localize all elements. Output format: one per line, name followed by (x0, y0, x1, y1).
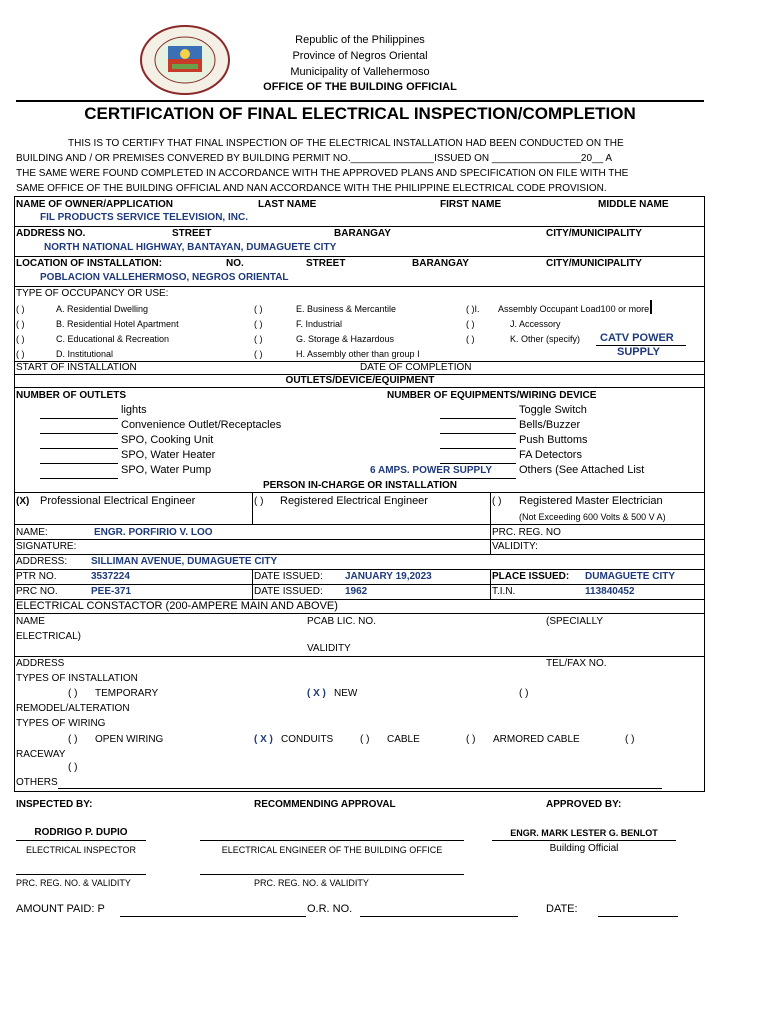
equip-toggle: Toggle Switch (519, 404, 587, 416)
cooking-blank[interactable] (40, 448, 118, 449)
remodel-checkbox[interactable]: ( ) (519, 688, 529, 699)
name-value[interactable]: ENGR. PORFIRIO V. LOO (94, 527, 213, 538)
intro-line-4: SAME OFFICE OF THE BUILDING OFFICIAL AND NAN ACCORDANCE WITH THE PHILIPPINE ELECTRICAL CODE PROVISION. (16, 183, 607, 194)
name-label: NAME: (16, 527, 48, 538)
occ-h-checkbox[interactable]: ( ) (254, 349, 263, 359)
inspector-sign-line (16, 840, 146, 841)
rme-checkbox[interactable]: ( ) (492, 496, 502, 507)
divider (14, 387, 704, 388)
text-cursor (650, 300, 652, 314)
ptr-label: PTR NO. (16, 571, 57, 582)
or-no-label: O.R. NO. (307, 903, 353, 915)
others-blank[interactable] (58, 788, 662, 789)
divider (252, 492, 253, 524)
occ-f-checkbox[interactable]: ( ) (254, 319, 263, 329)
new-label: NEW (334, 688, 358, 699)
rme-label: Registered Master Electrician (519, 495, 663, 507)
person-address-label: ADDRESS: (16, 556, 68, 567)
occ-f-label: F. Industrial (296, 319, 343, 329)
telfax-label: TEL/FAX NO. (546, 658, 607, 669)
occ-h-label: H. Assembly other than group I (296, 349, 420, 359)
prc-validity-1: PRC. REG. NO. & VALIDITY (16, 878, 131, 888)
toggle-blank[interactable] (440, 418, 516, 419)
prc-value[interactable]: PEE-371 (91, 586, 132, 597)
receptacles-blank[interactable] (40, 433, 118, 434)
engineer-title: ELECTRICAL ENGINEER OF THE BUILDING OFFICE (221, 845, 443, 855)
inspector-title: ELECTRICAL INSPECTOR (25, 845, 137, 855)
header-office: OFFICE OF THE BUILDING OFFICIAL (263, 81, 457, 93)
location-street-label: STREET (306, 258, 346, 269)
equip-fa: FA Detectors (519, 449, 582, 461)
heater-blank[interactable] (40, 463, 118, 464)
location-barangay-label: BARANGAY (412, 258, 469, 269)
prc-line-1 (16, 874, 146, 875)
push-blank[interactable] (440, 448, 516, 449)
occ-a-label: A. Residential Dwelling (56, 304, 149, 314)
equip-bells: Bells/Buzzer (519, 419, 581, 431)
occ-g-checkbox[interactable]: ( ) (254, 334, 263, 344)
contractor-validity-label: VALIDITY (307, 643, 351, 654)
divider (596, 345, 686, 346)
divider (14, 584, 704, 585)
inspected-by-label: INSPECTED BY: (16, 799, 93, 810)
address-barangay-label: BARANGAY (334, 228, 391, 239)
owner-middle-label: MIDDLE NAME (598, 199, 669, 210)
completion-date-label: DATE OF COMPLETION (360, 362, 472, 373)
raceway-checkbox[interactable]: ( ) (625, 734, 635, 745)
or-no-blank[interactable] (360, 916, 518, 917)
occ-e-checkbox[interactable]: ( ) (254, 304, 263, 314)
divider (14, 539, 704, 540)
occ-d-label: D. Institutional (56, 349, 114, 359)
divider (14, 554, 704, 555)
place-issued-value[interactable]: DUMAGUETE CITY (585, 571, 675, 582)
rme-note: (Not Exceeding 600 Volts & 500 V A) (519, 512, 666, 522)
address-value[interactable]: NORTH NATIONAL HIGHWAY, BANTAYAN, DUMAGUETE CITY (44, 242, 337, 253)
open-wiring-label: OPEN WIRING (95, 734, 164, 745)
conduits-label: CONDUITS (281, 734, 334, 745)
location-no-label: NO. (226, 258, 244, 269)
occupancy-label: TYPE OF OCCUPANCY OR USE: (16, 288, 169, 299)
occ-a-checkbox[interactable]: ( ) (16, 304, 25, 314)
address-street-label: STREET (172, 228, 212, 239)
cable-label: CABLE (387, 734, 420, 745)
inspector-name: RODRIGO P. DUPIO (34, 827, 128, 838)
outlet-heater: SPO, Water Heater (121, 449, 216, 461)
electrical-label: ELECTRICAL) (16, 631, 82, 642)
header-rule (16, 100, 704, 102)
owner-first-label: FIRST NAME (440, 199, 502, 210)
pee-checkbox[interactable]: (X) (16, 496, 30, 507)
amount-paid-blank[interactable] (120, 916, 306, 917)
page-title: CERTIFICATION OF FINAL ELECTRICAL INSPECTION/COMPLETION (84, 104, 636, 123)
location-city-label: CITY/MUNICIPALITY (546, 258, 642, 269)
outlet-receptacles: Convenience Outlet/Receptacles (121, 419, 282, 431)
prc-line-2 (200, 874, 464, 875)
bells-blank[interactable] (440, 433, 516, 434)
equip-others-value[interactable]: 6 AMPS. POWER SUPPLY (370, 465, 493, 476)
prc-reg-label: PRC. REG. NO (492, 527, 561, 538)
header-municipality: Municipality of Vallehermoso (290, 66, 430, 78)
official-sign-line (492, 840, 676, 841)
place-issued-label: PLACE ISSUED: (492, 571, 570, 582)
header-province: Province of Negros Oriental (292, 50, 428, 62)
validity-label: VALIDITY: (492, 541, 538, 552)
ptr-date-label: DATE ISSUED: (254, 571, 323, 582)
outlet-lights: lights (121, 404, 147, 416)
amount-paid-label: AMOUNT PAID: P (16, 903, 105, 915)
num-outlets-label: NUMBER OF OUTLETS (16, 390, 126, 401)
intro-line-2: BUILDING AND / OR PREMISES CONVERED BY BUILDING PERMIT NO._______________ISSUED ON ________________20__ A (16, 153, 613, 164)
owner-last-label: LAST NAME (258, 199, 317, 210)
raceway-label: RACEWAY (16, 749, 66, 760)
ree-checkbox[interactable]: ( ) (254, 496, 264, 507)
occ-k-checkbox[interactable]: ( ) (466, 334, 475, 344)
date-blank[interactable] (598, 916, 678, 917)
outlet-pump: SPO, Water Pump (121, 464, 212, 476)
address-label: ADDRESS NO. (16, 228, 86, 239)
location-label: LOCATION OF INSTALLATION: (16, 258, 163, 269)
open-wiring-checkbox[interactable]: ( ) (68, 734, 78, 745)
occ-d-checkbox[interactable]: ( ) (16, 349, 25, 359)
divider (14, 286, 704, 287)
owner-value[interactable]: FIL PRODUCTS SERVICE TELEVISION, INC. (40, 212, 248, 223)
engineer-sign-line (200, 840, 464, 841)
ptr-value[interactable]: 3537224 (91, 571, 130, 582)
remodel-label: REMODEL/ALTERATION (16, 703, 130, 714)
types-wiring-label: TYPES OF WIRING (16, 718, 106, 729)
armored-checkbox[interactable]: ( ) (466, 734, 476, 745)
owner-label: NAME OF OWNER/APPLICATION (16, 199, 174, 210)
equip-others: Others (See Attached List (519, 464, 645, 476)
new-checkbox[interactable]: ( X ) (307, 688, 326, 699)
prc-date-value[interactable]: 1962 (345, 586, 368, 597)
tin-value[interactable]: 113840452 (585, 586, 635, 597)
divider (14, 256, 704, 257)
approved-by-label: APPROVED BY: (546, 799, 622, 810)
temporary-label: TEMPORARY (95, 688, 159, 699)
recommending-label: RECOMMENDING APPROVAL (254, 799, 396, 810)
specially-label: (SPECIALLY (546, 616, 604, 627)
outlets-section-title: OUTLETS/DEVICE/EQUIPMENT (285, 375, 435, 386)
equip-push: Push Buttoms (519, 434, 588, 446)
ree-label: Registered Electrical Engineer (280, 495, 428, 507)
intro-line-3: THE SAME WERE FOUND COMPLETED IN ACCORDANCE WITH THE APPROVED PLANS AND SPECIFICATION ON FILE WITH THE (16, 168, 629, 179)
occ-j-label: J. Accessory (510, 319, 561, 329)
divider (14, 569, 704, 570)
divider (14, 492, 704, 493)
contractor-name-label: NAME (16, 616, 45, 627)
occ-k-label: K. Other (specify) (510, 334, 581, 344)
start-installation-label: START OF INSTALLATION (16, 362, 137, 373)
fa-blank[interactable] (440, 463, 516, 464)
pump-blank[interactable] (40, 478, 118, 479)
occ-c-checkbox[interactable]: ( ) (16, 334, 25, 344)
location-value[interactable]: POBLACION VALLEHERMOSO, NEGROS ORIENTAL (40, 272, 289, 283)
divider (14, 613, 704, 614)
header-republic: Republic of the Philippines (295, 34, 425, 46)
person-address-value[interactable]: SILLIMAN AVENUE, DUMAGUETE CITY (91, 556, 278, 567)
divider (490, 492, 491, 524)
address-city-label: CITY/MUNICIPALITY (546, 228, 642, 239)
occ-b-checkbox[interactable]: ( ) (16, 319, 25, 329)
others-label: OTHERS (16, 777, 58, 788)
types-installation-label: TYPES OF INSTALLATION (16, 673, 138, 684)
occ-b-label: B. Residential Hotel Apartment (56, 319, 179, 329)
occ-k-value-2[interactable]: SUPPLY (617, 346, 661, 358)
date-label: DATE: (546, 903, 578, 915)
temporary-checkbox[interactable]: ( ) (68, 688, 78, 699)
prc-date-label: DATE ISSUED: (254, 586, 323, 597)
official-title: Building Official (549, 843, 619, 854)
armored-label: ARMORED CABLE (493, 734, 580, 745)
person-section-title: PERSON IN-CHARGE OR INSTALLATION (262, 480, 458, 491)
pcab-label: PCAB LIC. NO. (307, 616, 376, 627)
contractor-title: ELECTRICAL CONSTACTOR (200-AMPERE MAIN AND ABOVE) (16, 600, 338, 612)
conduits-checkbox[interactable]: ( X ) (254, 734, 273, 745)
divider (14, 524, 704, 525)
num-equipments-label: NUMBER OF EQUIPMENTS/WIRING DEVICE (387, 390, 597, 401)
occ-e-label: E. Business & Mercantile (296, 304, 397, 314)
cable-checkbox[interactable]: ( ) (360, 734, 370, 745)
others-blank[interactable] (440, 478, 516, 479)
outlet-cooking: SPO, Cooking Unit (121, 434, 214, 446)
prc-validity-2: PRC. REG. NO. & VALIDITY (254, 878, 369, 888)
occ-c-label: C. Educational & Recreation (56, 334, 170, 344)
occ-i-label: Assembly Occupant Load100 or more (498, 304, 650, 314)
prc-label: PRC NO. (16, 586, 58, 597)
divider (14, 226, 704, 227)
lights-blank[interactable] (40, 418, 118, 419)
occ-k-value-1[interactable]: CATV POWER (600, 332, 674, 344)
others-checkbox[interactable]: ( ) (68, 762, 78, 773)
signature-label: SIGNATURE: (16, 541, 77, 552)
official-name: ENGR. MARK LESTER G. BENLOT (510, 828, 658, 838)
occ-g-label: G. Storage & Hazardous (296, 334, 395, 344)
pee-label: Professional Electrical Engineer (40, 495, 196, 507)
intro-line-1: THIS IS TO CERTIFY THAT FINAL INSPECTION OF THE ELECTRICAL INSTALLATION HAD BEEN CONDUCTED ON THE (68, 138, 624, 149)
occ-j-checkbox[interactable]: ( ) (466, 319, 475, 329)
tin-label: T.I.N. (492, 586, 516, 597)
ptr-date-value[interactable]: JANUARY 19,2023 (345, 571, 432, 582)
occ-i-checkbox[interactable]: ( )I. (466, 304, 480, 314)
divider (14, 656, 704, 657)
contractor-address-label: ADDRESS (16, 658, 65, 669)
